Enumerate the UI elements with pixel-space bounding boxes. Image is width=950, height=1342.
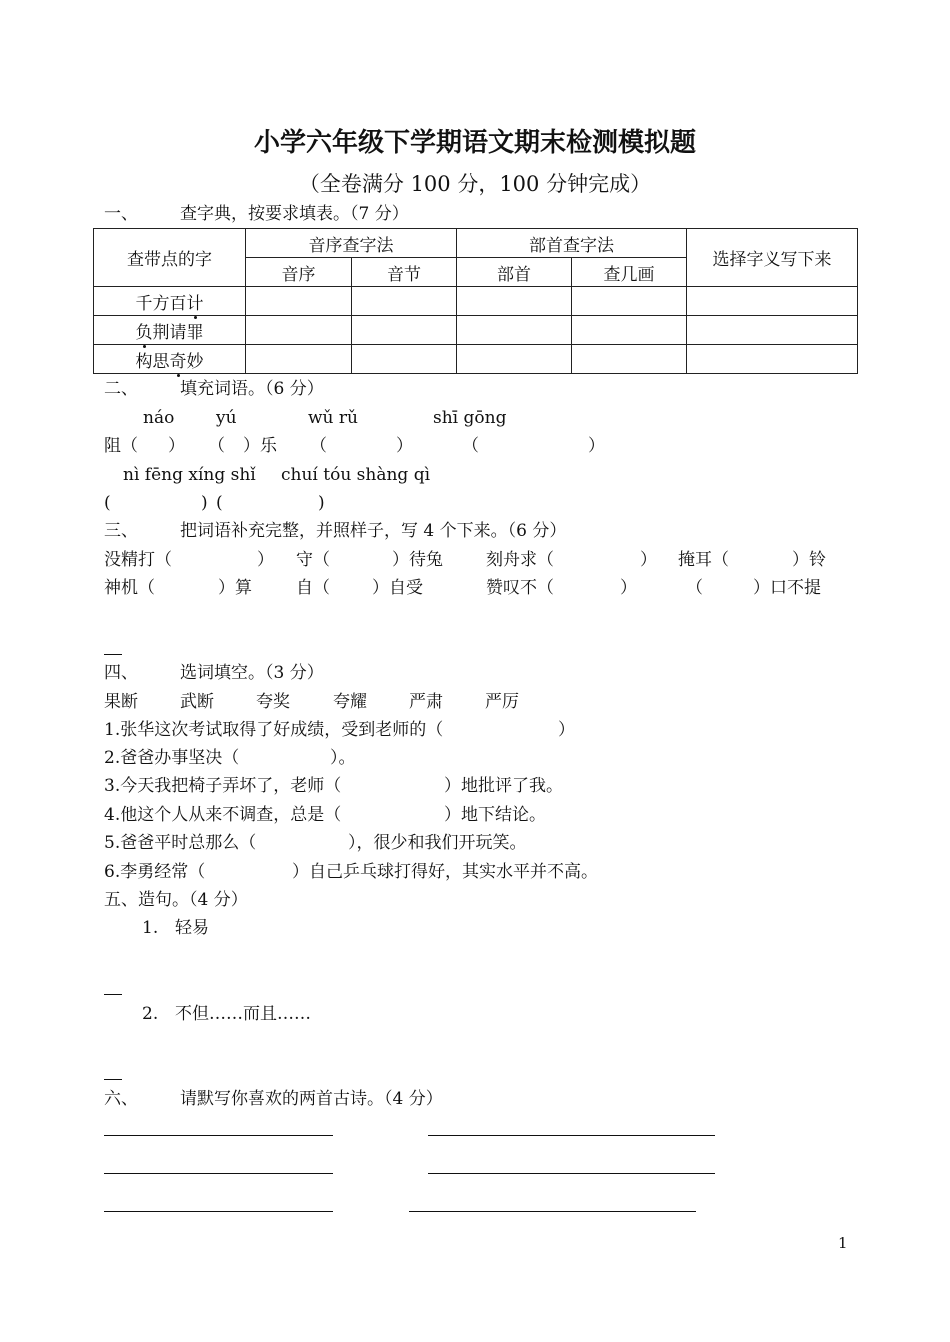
page-number: 1 — [838, 1234, 848, 1252]
answer-cell[interactable] — [352, 345, 457, 374]
q1-number: 一、 — [104, 204, 138, 224]
idiom-part: ） — [620, 578, 637, 598]
fill-item-close: ）自己乒乓球打得好，其实水平并不高。 — [292, 862, 598, 882]
q5-instruction: 五、造句。（4 分） — [104, 890, 248, 910]
q5-item-word: 不但……而且…… — [175, 1004, 311, 1024]
header-phonetic-method: 音序查字法 — [246, 229, 457, 258]
idiom-part: 守（ — [296, 550, 330, 570]
q6-number: 六、 — [104, 1089, 138, 1109]
q6-instruction: 请默写你喜欢的两首古诗。（4 分） — [180, 1089, 443, 1109]
q1-instruction: 查字典，按要求填表。（7 分） — [180, 204, 409, 224]
writing-line[interactable] — [104, 1211, 333, 1212]
word-choice: 严肃 — [409, 692, 443, 712]
answer-cell[interactable] — [457, 316, 572, 345]
header-syllable: 音节 — [352, 258, 457, 287]
blank-close: ） — [168, 436, 185, 456]
q4-instruction: 选词填空。（3 分） — [180, 663, 324, 683]
dotted-char: 奇 — [170, 347, 187, 372]
blank-close: ）乐 — [243, 436, 277, 456]
word-choice: 严厉 — [485, 692, 519, 712]
word-choice: 夸耀 — [333, 692, 367, 712]
dotted-char: 负 — [136, 318, 153, 343]
answer-cell[interactable] — [246, 287, 352, 316]
q5-item-number: 2. — [142, 1004, 159, 1024]
writing-line[interactable] — [428, 1173, 715, 1174]
header-phonetic-order: 音序 — [246, 258, 352, 287]
fill-item: 6.李勇经常（ — [104, 862, 206, 882]
pinyin: yú — [216, 408, 237, 428]
idiom-part: ）口不提 — [753, 578, 821, 598]
table-row — [94, 316, 858, 345]
idiom-part: 赞叹不（ — [486, 578, 554, 598]
answer-cell[interactable] — [246, 316, 352, 345]
idiom-part: ）待兔 — [392, 550, 443, 570]
blank-open: （ — [208, 436, 225, 456]
idiom-part: 没精打（ — [104, 550, 172, 570]
table-row — [94, 345, 858, 374]
line-mark — [104, 1079, 122, 1080]
word-choice: 果断 — [104, 692, 138, 712]
answer-cell[interactable] — [352, 316, 457, 345]
q3-instruction: 把词语补充完整，并照样子，写 4 个下来。（6 分） — [180, 521, 567, 541]
blank-open: ( — [104, 493, 111, 513]
line-mark — [104, 994, 122, 995]
answer-cell[interactable] — [572, 345, 687, 374]
idiom-part: ）铃 — [792, 550, 826, 570]
fill-item: 4.他这个人从来不调查，总是（ — [104, 805, 342, 825]
blank-close: ) — [201, 493, 208, 513]
idiom-part: ）算 — [218, 578, 252, 598]
dotted-char: 计 — [187, 289, 204, 314]
q2-number: 二、 — [104, 379, 138, 399]
table-word: 千方百计 — [94, 287, 246, 316]
fill-item: 2.爸爸办事坚决（ — [104, 748, 240, 768]
idiom-part: （ — [686, 578, 703, 598]
header-radical: 部首 — [457, 258, 572, 287]
fill-item: 5.爸爸平时总那么（ — [104, 833, 257, 853]
page-subtitle: （全卷满分 100 分，100 分钟完成） — [298, 172, 652, 196]
idiom-part: ） — [640, 550, 657, 570]
table-row — [94, 287, 858, 316]
pinyin: náo — [143, 408, 175, 428]
answer-cell[interactable] — [246, 345, 352, 374]
writing-line[interactable] — [409, 1211, 696, 1212]
blank-close: ) — [318, 493, 325, 513]
word-choice: 武断 — [180, 692, 214, 712]
answer-cell[interactable] — [457, 345, 572, 374]
idiom-part: 自（ — [296, 578, 330, 598]
fill-item: 1.张华这次考试取得了好成绩，受到老师的（ — [104, 720, 444, 740]
q5-item-word: 轻易 — [175, 918, 209, 938]
q2-instruction: 填充词语。（6 分） — [180, 379, 324, 399]
fill-item-close: ）地下结论。 — [444, 805, 546, 825]
dictionary-table — [93, 228, 858, 374]
word-choice: 夸奖 — [256, 692, 290, 712]
writing-line[interactable] — [104, 1135, 333, 1136]
blank-open: ( — [216, 493, 223, 513]
answer-cell[interactable] — [687, 316, 858, 345]
blank-open: （ — [310, 436, 327, 456]
idiom-part: ）自受 — [372, 578, 423, 598]
answer-cell[interactable] — [572, 287, 687, 316]
fill-item: 3.今天我把椅子弄坏了，老师（ — [104, 776, 342, 796]
answer-cell[interactable] — [572, 316, 687, 345]
page-title: 小学六年级下学期语文期末检测模拟题 — [253, 128, 696, 158]
blank-close: ） — [588, 436, 605, 456]
header-stroke-count: 查几画 — [572, 258, 687, 287]
idiom-part: 掩耳（ — [678, 550, 729, 570]
q5-item-number: 1. — [142, 918, 159, 938]
answer-cell[interactable] — [352, 287, 457, 316]
q3-number: 三、 — [104, 521, 138, 541]
header-meaning: 选择字义写下来 — [687, 229, 858, 287]
header-radical-method: 部首查字法 — [457, 229, 687, 258]
fill-item-close: ），很少和我们开玩笑。 — [348, 833, 527, 853]
table-word: 构思奇妙 — [94, 345, 246, 374]
writing-line[interactable] — [104, 1173, 333, 1174]
answer-cell[interactable] — [687, 345, 858, 374]
line-mark — [104, 654, 122, 655]
pinyin: shī gōng — [433, 408, 507, 428]
q4-number: 四、 — [104, 663, 138, 683]
answer-cell[interactable] — [687, 287, 858, 316]
blank-open: （ — [462, 436, 479, 456]
pinyin: nì fēng xíng shǐ — [123, 465, 256, 485]
blank-close: ） — [396, 436, 413, 456]
blank-open: 阻（ — [104, 436, 138, 456]
idiom-part: ） — [257, 550, 274, 570]
writing-line[interactable] — [428, 1135, 715, 1136]
fill-item-close: ）。 — [330, 748, 356, 768]
header-dotted-char: 查带点的字 — [94, 229, 246, 287]
fill-item-close: ）地批评了我。 — [444, 776, 563, 796]
answer-cell[interactable] — [457, 287, 572, 316]
idiom-part: 神机（ — [104, 578, 155, 598]
pinyin: chuí tóu shàng qì — [281, 465, 431, 485]
idiom-part: 刻舟求（ — [486, 550, 554, 570]
table-word: 负荆请罪 — [94, 316, 246, 345]
pinyin: wǔ rǔ — [308, 408, 358, 428]
fill-item-close: ） — [558, 720, 575, 740]
